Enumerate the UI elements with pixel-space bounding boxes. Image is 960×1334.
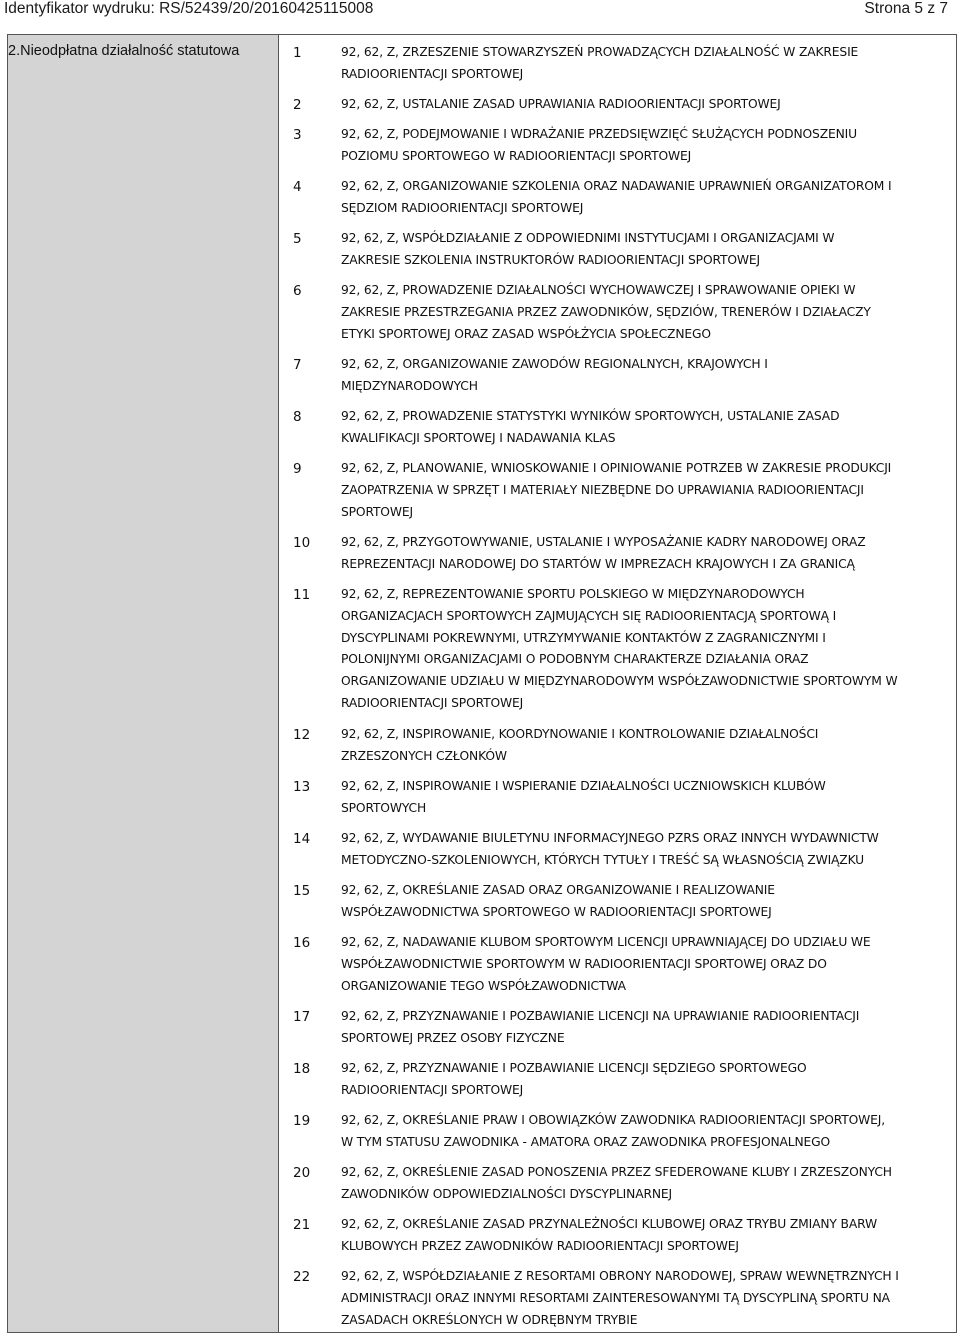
description-line: WSPÓŁZAWODNICTWA SPORTOWEGO W RADIOORIENTACJI SPORTOWEJ xyxy=(341,904,772,919)
print-header xyxy=(0,0,960,22)
activity-description xyxy=(341,1162,955,1206)
row-number: 12 xyxy=(293,727,311,743)
activity-description xyxy=(341,932,955,997)
activity-description xyxy=(341,280,955,345)
activity-description xyxy=(341,1214,955,1258)
description-line: 92, 62, Z, PROWADZENIE DZIAŁALNOŚCI WYCHOWAWCZEJ I SPRAWOWANIE OPIEKI W xyxy=(341,283,856,297)
activity-description xyxy=(341,584,955,715)
description-line: ZASADACH OKREŚLONYCH W ODRĘBNYM TRYBIE xyxy=(341,1312,638,1327)
row-number: 22 xyxy=(293,1269,311,1285)
row-number: 2 xyxy=(293,97,302,113)
row-number: 20 xyxy=(293,1165,311,1181)
description-line: 92, 62, Z, NADAWANIE KLUBOM SPORTOWYM LICENCJI UPRAWNIAJĄCEJ DO UDZIAŁU WE xyxy=(341,935,871,949)
description-line: DYSCYPLINAMI POKREWNYMI, UTRZYMYWANIE KONTAKTÓW Z ZAGRANICZNYMI I xyxy=(341,630,826,645)
activity-description xyxy=(341,228,955,272)
description-line: SĘDZIOM RADIOORIENTACJI SPORTOWEJ xyxy=(341,200,584,215)
description-line: 92, 62, Z, PROWADZENIE STATYSTYKI WYNIKÓW SPORTOWYCH, USTALANIE ZASAD xyxy=(341,409,840,423)
row-number: 14 xyxy=(293,831,311,847)
description-line: ZAWODNIKÓW ODPOWIEDZIALNOŚCI DYSCYPLINARNEJ xyxy=(341,1186,673,1201)
activity-description xyxy=(341,176,955,220)
activity-description xyxy=(341,828,955,872)
activity-table xyxy=(7,34,957,1333)
description-line: ZAOPATRZENIA W SPRZĘT I MATERIAŁY NIEZBĘDNE DO UPRAWIANIA RADIOORIENTACJI xyxy=(341,482,864,497)
activity-description xyxy=(341,1266,955,1331)
description-line: ADMINISTRACJI ORAZ INNYMI RESORTAMI ZAINTERESOWANYMI TĄ DYSCYPLINĄ SPORTU NA xyxy=(341,1290,890,1305)
description-line: POLONIJNYMI ORGANIZACJAMI O PODOBNYM CHARAKTERZE DZIAŁANIA ORAZ xyxy=(341,652,809,667)
row-number: 7 xyxy=(293,357,302,373)
description-line: RADIOORIENTACJI SPORTOWEJ xyxy=(341,695,524,710)
description-line: POZIOMU SPORTOWEGO W RADIOORIENTACJI SPORTOWEJ xyxy=(341,148,692,163)
row-number: 18 xyxy=(293,1061,311,1077)
description-line: SPORTOWEJ PRZEZ OSOBY FIZYCZNE xyxy=(341,1030,565,1045)
description-line: SPORTOWEJ xyxy=(341,504,413,519)
row-number: 17 xyxy=(293,1009,311,1025)
row-number: 21 xyxy=(293,1217,311,1233)
activity-description xyxy=(341,406,955,450)
activity-description xyxy=(341,42,955,86)
description-line: MIĘDZYNARODOWYCH xyxy=(341,378,478,393)
description-line: 92, 62, Z, PRZYZNAWANIE I POZBAWIANIE LICENCJI SĘDZIEGO SPORTOWEGO xyxy=(341,1061,807,1075)
description-line: REPREZENTACJI NARODOWEJ DO STARTÓW W IMPREZACH KRAJOWYCH I ZA GRANICĄ xyxy=(341,556,855,571)
activity-description xyxy=(341,354,955,398)
description-line: METODYCZNO-SZKOLENIOWYCH, KTÓRYCH TYTUŁY I TREŚĆ SĄ WŁASNOŚCIĄ ZWIĄZKU xyxy=(341,852,865,867)
description-line: 92, 62, Z, OKREŚLANIE ZASAD ORAZ ORGANIZOWANIE I REALIZOWANIE xyxy=(341,883,775,897)
activity-description xyxy=(341,1110,955,1154)
description-line: 92, 62, Z, REPREZENTOWANIE SPORTU POLSKIEGO W MIĘDZYNARODOWYCH xyxy=(341,587,805,601)
description-line: 92, 62, Z, WYDAWANIE BIULETYNU INFORMACYJNEGO PZRS ORAZ INNYCH WYDAWNICTW xyxy=(341,831,879,845)
description-line: 92, 62, Z, OKREŚLANIE PRAW I OBOWIĄZKÓW ZAWODNIKA RADIOORIENTACJI SPORTOWEJ, xyxy=(341,1113,886,1127)
print-identifier: Identyfikator wydruku: RS/52439/20/20160425115008 xyxy=(4,0,374,17)
row-number: 16 xyxy=(293,935,311,951)
description-line: 92, 62, Z, OKREŚLANIE ZASAD PRZYNALEŻNOŚCI KLUBOWEJ ORAZ TRYBU ZMIANY BARW xyxy=(341,1217,878,1231)
row-number: 13 xyxy=(293,779,311,795)
description-line: RADIOORIENTACJI SPORTOWEJ xyxy=(341,66,524,81)
description-line: 92, 62, Z, ZRZESZENIE STOWARZYSZEŃ PROWADZĄCYCH DZIAŁALNOŚĆ W ZAKRESIE xyxy=(341,45,859,59)
description-line: ZAKRESIE PRZESTRZEGANIA PRZEZ ZAWODNIKÓW, SĘDZIÓW, TRENERÓW I DZIAŁACZY xyxy=(341,304,871,319)
description-line: 92, 62, Z, INSPIROWANIE I WSPIERANIE DZIAŁALNOŚCI UCZNIOWSKICH KLUBÓW xyxy=(341,779,826,793)
activity-description xyxy=(341,94,955,116)
row-number: 10 xyxy=(293,535,311,551)
description-line: SPORTOWYCH xyxy=(341,800,427,815)
description-line: 92, 62, Z, INSPIROWANIE, KOORDYNOWANIE I KONTROLOWANIE DZIAŁALNOŚCI xyxy=(341,727,819,741)
description-line: 92, 62, Z, PRZYGOTOWYWANIE, USTALANIE I WYPOSAŻANIE KADRY NARODOWEJ ORAZ xyxy=(341,535,866,549)
row-number: 11 xyxy=(293,587,311,603)
description-line: 92, 62, Z, PODEJMOWANIE I WDRAŻANIE PRZEDSIĘWZIĘĆ SŁUŻĄCYCH PODNOSZENIU xyxy=(341,127,857,141)
description-line: W TYM STATUSU ZAWODNIKA - AMATORA ORAZ ZAWODNIKA PROFESJONALNEGO xyxy=(341,1134,831,1149)
row-number: 15 xyxy=(293,883,311,899)
description-line: KLUBOWYCH PRZEZ ZAWODNIKÓW RADIOORIENTACJI SPORTOWEJ xyxy=(341,1238,739,1253)
description-line: 92, 62, Z, ORGANIZOWANIE SZKOLENIA ORAZ NADAWANIE UPRAWNIEŃ ORGANIZATOROM I xyxy=(341,179,892,193)
activity-description xyxy=(341,880,955,924)
activity-description xyxy=(341,776,955,820)
row-number: 9 xyxy=(293,461,302,477)
page-indicator: Strona 5 z 7 xyxy=(864,0,948,17)
section-title: 2.Nieodpłatna działalność statutowa xyxy=(8,43,240,59)
activity-description xyxy=(341,1058,955,1102)
section-column xyxy=(8,35,279,1332)
description-line: ETYKI SPORTOWEJ ORAZ ZASAD WSPÓŁŻYCIA SPOŁECZNEGO xyxy=(341,326,711,341)
row-number: 5 xyxy=(293,231,302,247)
description-line: ZRZESZONYCH CZŁONKÓW xyxy=(341,748,507,763)
activity-description xyxy=(341,532,955,576)
description-line: 92, 62, Z, USTALANIE ZASAD UPRAWIANIA RADIOORIENTACJI SPORTOWEJ xyxy=(341,97,781,111)
description-line: 92, 62, Z, WSPÓŁDZIAŁANIE Z ODPOWIEDNIMI INSTYTUCJAMI I ORGANIZACJAMI W xyxy=(341,231,835,245)
description-line: 92, 62, Z, ORGANIZOWANIE ZAWODÓW REGIONALNYCH, KRAJOWYCH I xyxy=(341,357,768,371)
row-number: 8 xyxy=(293,409,302,425)
description-line: 92, 62, Z, WSPÓŁDZIAŁANIE Z RESORTAMI OBRONY NARODOWEJ, SPRAW WEWNĘTRZNYCH I xyxy=(341,1269,899,1283)
activity-description xyxy=(341,124,955,168)
description-line: WSPÓŁZAWODNICTWIE SPORTOWYM W RADIOORIENTACJI SPORTOWEJ ORAZ DO xyxy=(341,956,827,971)
description-line: ORGANIZOWANIE TEGO WSPÓŁZAWODNICTWA xyxy=(341,978,626,993)
activity-description xyxy=(341,458,955,523)
description-line: RADIOORIENTACJI SPORTOWEJ xyxy=(341,1082,524,1097)
description-line: ORGANIZACJACH SPORTOWYCH ZAJMUJĄCYCH SIĘ RADIOORIENTACJĄ SPORTOWĄ I xyxy=(341,608,837,623)
description-line: ZAKRESIE SZKOLENIA INSTRUKTORÓW RADIOORIENTACJI SPORTOWEJ xyxy=(341,252,760,267)
row-number: 19 xyxy=(293,1113,311,1129)
description-line: 92, 62, Z, OKREŚLENIE ZASAD PONOSZENIA PRZEZ SFEDEROWANE KLUBY I ZRZESZONYCH xyxy=(341,1165,892,1179)
row-number: 4 xyxy=(293,179,302,195)
description-line: 92, 62, Z, PRZYZNAWANIE I POZBAWIANIE LICENCJI NA UPRAWIANIE RADIOORIENTACJI xyxy=(341,1009,860,1023)
description-line: ORGANIZOWANIE UDZIAŁU W MIĘDZYNARODOWYM WSPÓŁZAWODNICTWIE SPORTOWYM W xyxy=(341,674,898,689)
row-number: 1 xyxy=(293,45,302,61)
row-number: 3 xyxy=(293,127,302,143)
activity-description xyxy=(341,724,955,768)
activity-description xyxy=(341,1006,955,1050)
description-line: KWALIFIKACJI SPORTOWEJ I NADAWANIA KLAS xyxy=(341,430,616,445)
row-number: 6 xyxy=(293,283,302,299)
description-line: 92, 62, Z, PLANOWANIE, WNIOSKOWANIE I OPINIOWANIE POTRZEB W ZAKRESIE PRODUKCJI xyxy=(341,461,892,475)
